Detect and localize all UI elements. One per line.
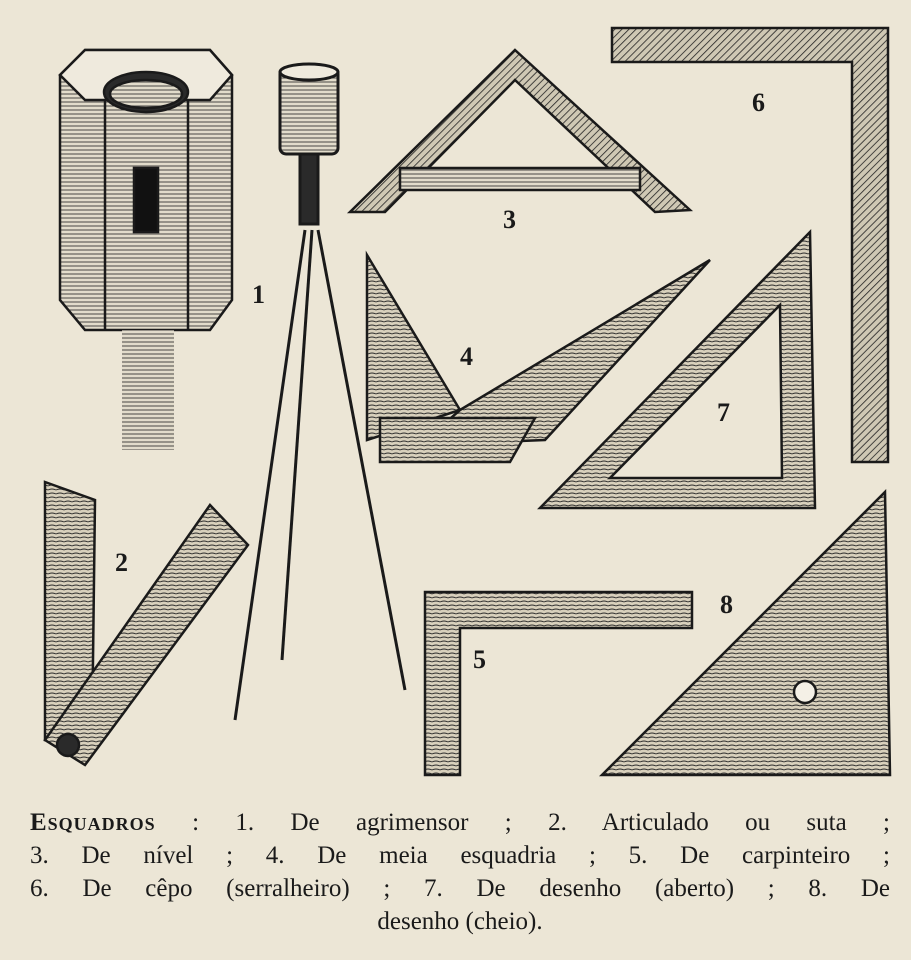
figure-number-8: 8 bbox=[720, 590, 733, 619]
figure-number-1: 1 bbox=[252, 280, 265, 309]
caption-line-3: 6. De cêpo (serralheiro) ; 7. De desenho (aberto) ; 8. De bbox=[30, 875, 890, 902]
caption-line-2: 3. De nível ; 4. De meia esquadria ; 5. De carpinteiro ; bbox=[30, 842, 890, 869]
solid-drawing-triangle bbox=[602, 492, 890, 775]
figure-number-4: 4 bbox=[460, 342, 473, 371]
figure-number-6: 6 bbox=[752, 88, 765, 117]
caption-line-1 bbox=[30, 806, 890, 839]
sliding-bevel-drawing bbox=[45, 482, 248, 765]
caption-line-4: desenho (cheio). bbox=[377, 908, 543, 935]
caption-line-1-rest: : 1. De agrimensor ; 2. Articulado ou suta ; bbox=[192, 809, 890, 836]
figure-number-2: 2 bbox=[115, 548, 128, 577]
figure-number-7: 7 bbox=[717, 398, 730, 427]
figure-number-3: 3 bbox=[503, 205, 516, 234]
level-square-drawing bbox=[350, 50, 690, 212]
plate-caption bbox=[30, 806, 890, 938]
caption-title: Esquadros bbox=[30, 809, 156, 836]
figure-number-5: 5 bbox=[473, 645, 486, 674]
surveyor-square-drawing bbox=[60, 50, 232, 450]
